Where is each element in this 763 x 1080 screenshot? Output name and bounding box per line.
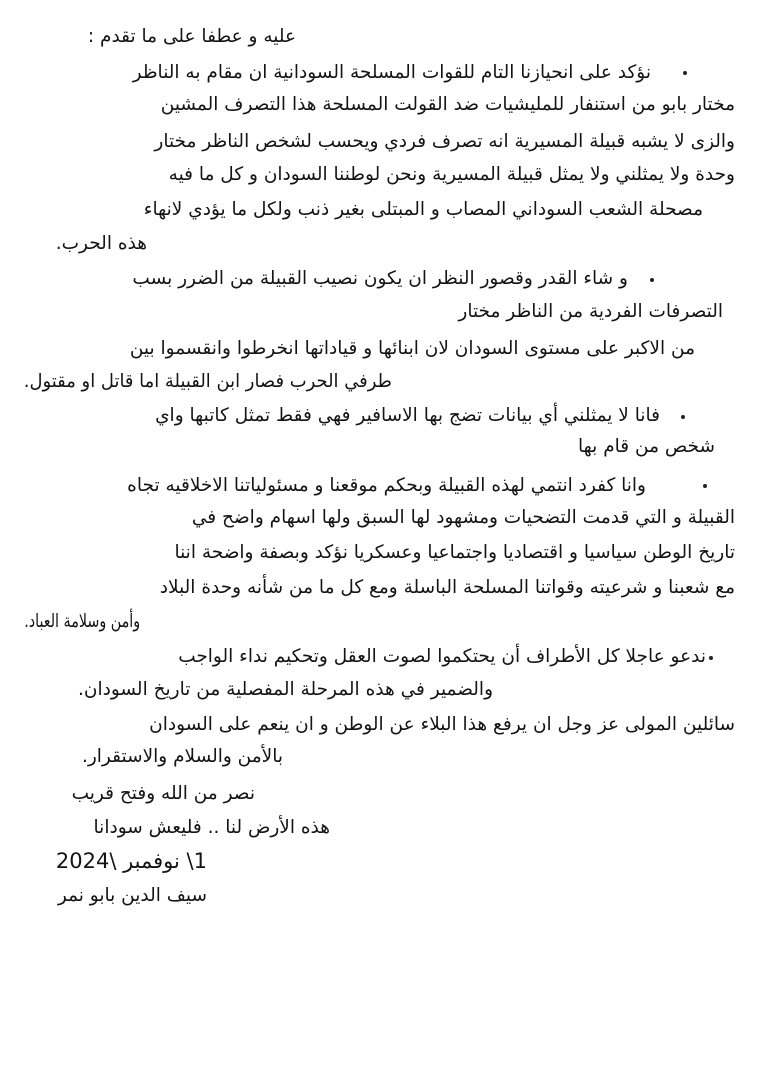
para3-line-2: شخص من قام بها [578,436,715,457]
para4-line-4: مع شعبنا و شرعيته وقواتنا المسلحة الباسلة ومع كل ما من شأنه وحدة البلاد [159,577,735,598]
para2-line-2: التصرفات الفردية من الناظر مختار [458,301,723,322]
bullet-icon [703,484,707,488]
intro-line: عليه و عطفا على ما تقدم : [87,26,296,47]
para1-line-5: مصحلة الشعب السوداني المصاب و المبتلى بغير ذنب ولكل ما يؤدي لانهاء [143,199,703,220]
para1-line-6: هذه الحرب. [55,233,147,254]
para4-line-2: القبيلة و التي قدمت التضحيات ومشهود لها السبق ولها اسهام واضح في [191,507,735,528]
para4-line-1: وانا كفرد انتمي لهذه القبيلة وبحكم موقعنا و مسئولياتنا الاخلاقيه تجاه [127,475,646,496]
para1-line-2: مختار بابو من استنفار للمليشيات ضد القولت المسلحة هذا التصرف المشين [160,94,735,115]
para3-line-1: فانا لا يمثلني أي بيانات تضج بها الاسافير فهي فقط تمثل كاتبها واي [155,405,660,426]
bullet-icon [709,656,713,660]
para5-line-1: ندعو عاجلا كل الأطراف أن يحتكموا لصوت العقل وتحكيم نداء الواجب [178,646,706,667]
bullet-icon [683,71,687,75]
signature-line: سيف الدين بابو نمر [57,885,207,906]
para1-line-1: نؤكد على انحيازنا التام للقوات المسلحة السودانية ان مقام به الناظر [132,62,651,83]
para4-line-3: تاريخ الوطن سياسيا و اقتصاديا واجتماعيا وعسكريا نؤكد وبصفة واضحة اننا [174,542,735,563]
para2-line-1: و شاء القدر وقصور النظر ان يكون نصيب القبيلة من الضرر بسب [132,268,628,289]
para6-line-1: سائلين المولى عز وجل ان يرفع هذا البلاء عن الوطن و ان ينعم على السودان [149,714,735,735]
para1-line-3: والزى لا يشبه قبيلة المسيرية انه تصرف فردي ويحسب لشخص الناظر مختار [154,131,735,152]
para2-line-3: من الاكبر على مستوى السودان لان ابنائها و قياداتها انخرطوا وانقسموا بين [129,338,695,359]
para1-line-4: وحدة ولا يمثلني ولا يمثل قبيلة المسيرية ونحن لوطننا السودان و كل ما فيه [168,164,735,185]
closing-line-1: نصر من الله وفتح قريب [71,783,255,804]
para6-line-2: بالأمن والسلام والاستقرار. [81,746,283,767]
date-line: 1\ نوفمبر \2024 [55,849,207,873]
para4-line-5: وأمن وسلامة العباد. [24,611,140,632]
closing-line-2: هذه الأرض لنا .. فليعش سودانا [93,817,330,838]
para5-line-2: والضمير في هذه المرحلة المفصلية من تاريخ السودان. [78,679,493,700]
bullet-icon [681,415,685,419]
para2-line-4: طرفي الحرب فصار ابن القبيلة اما قاتل او مقتول. [23,371,392,392]
bullet-icon [650,278,654,282]
